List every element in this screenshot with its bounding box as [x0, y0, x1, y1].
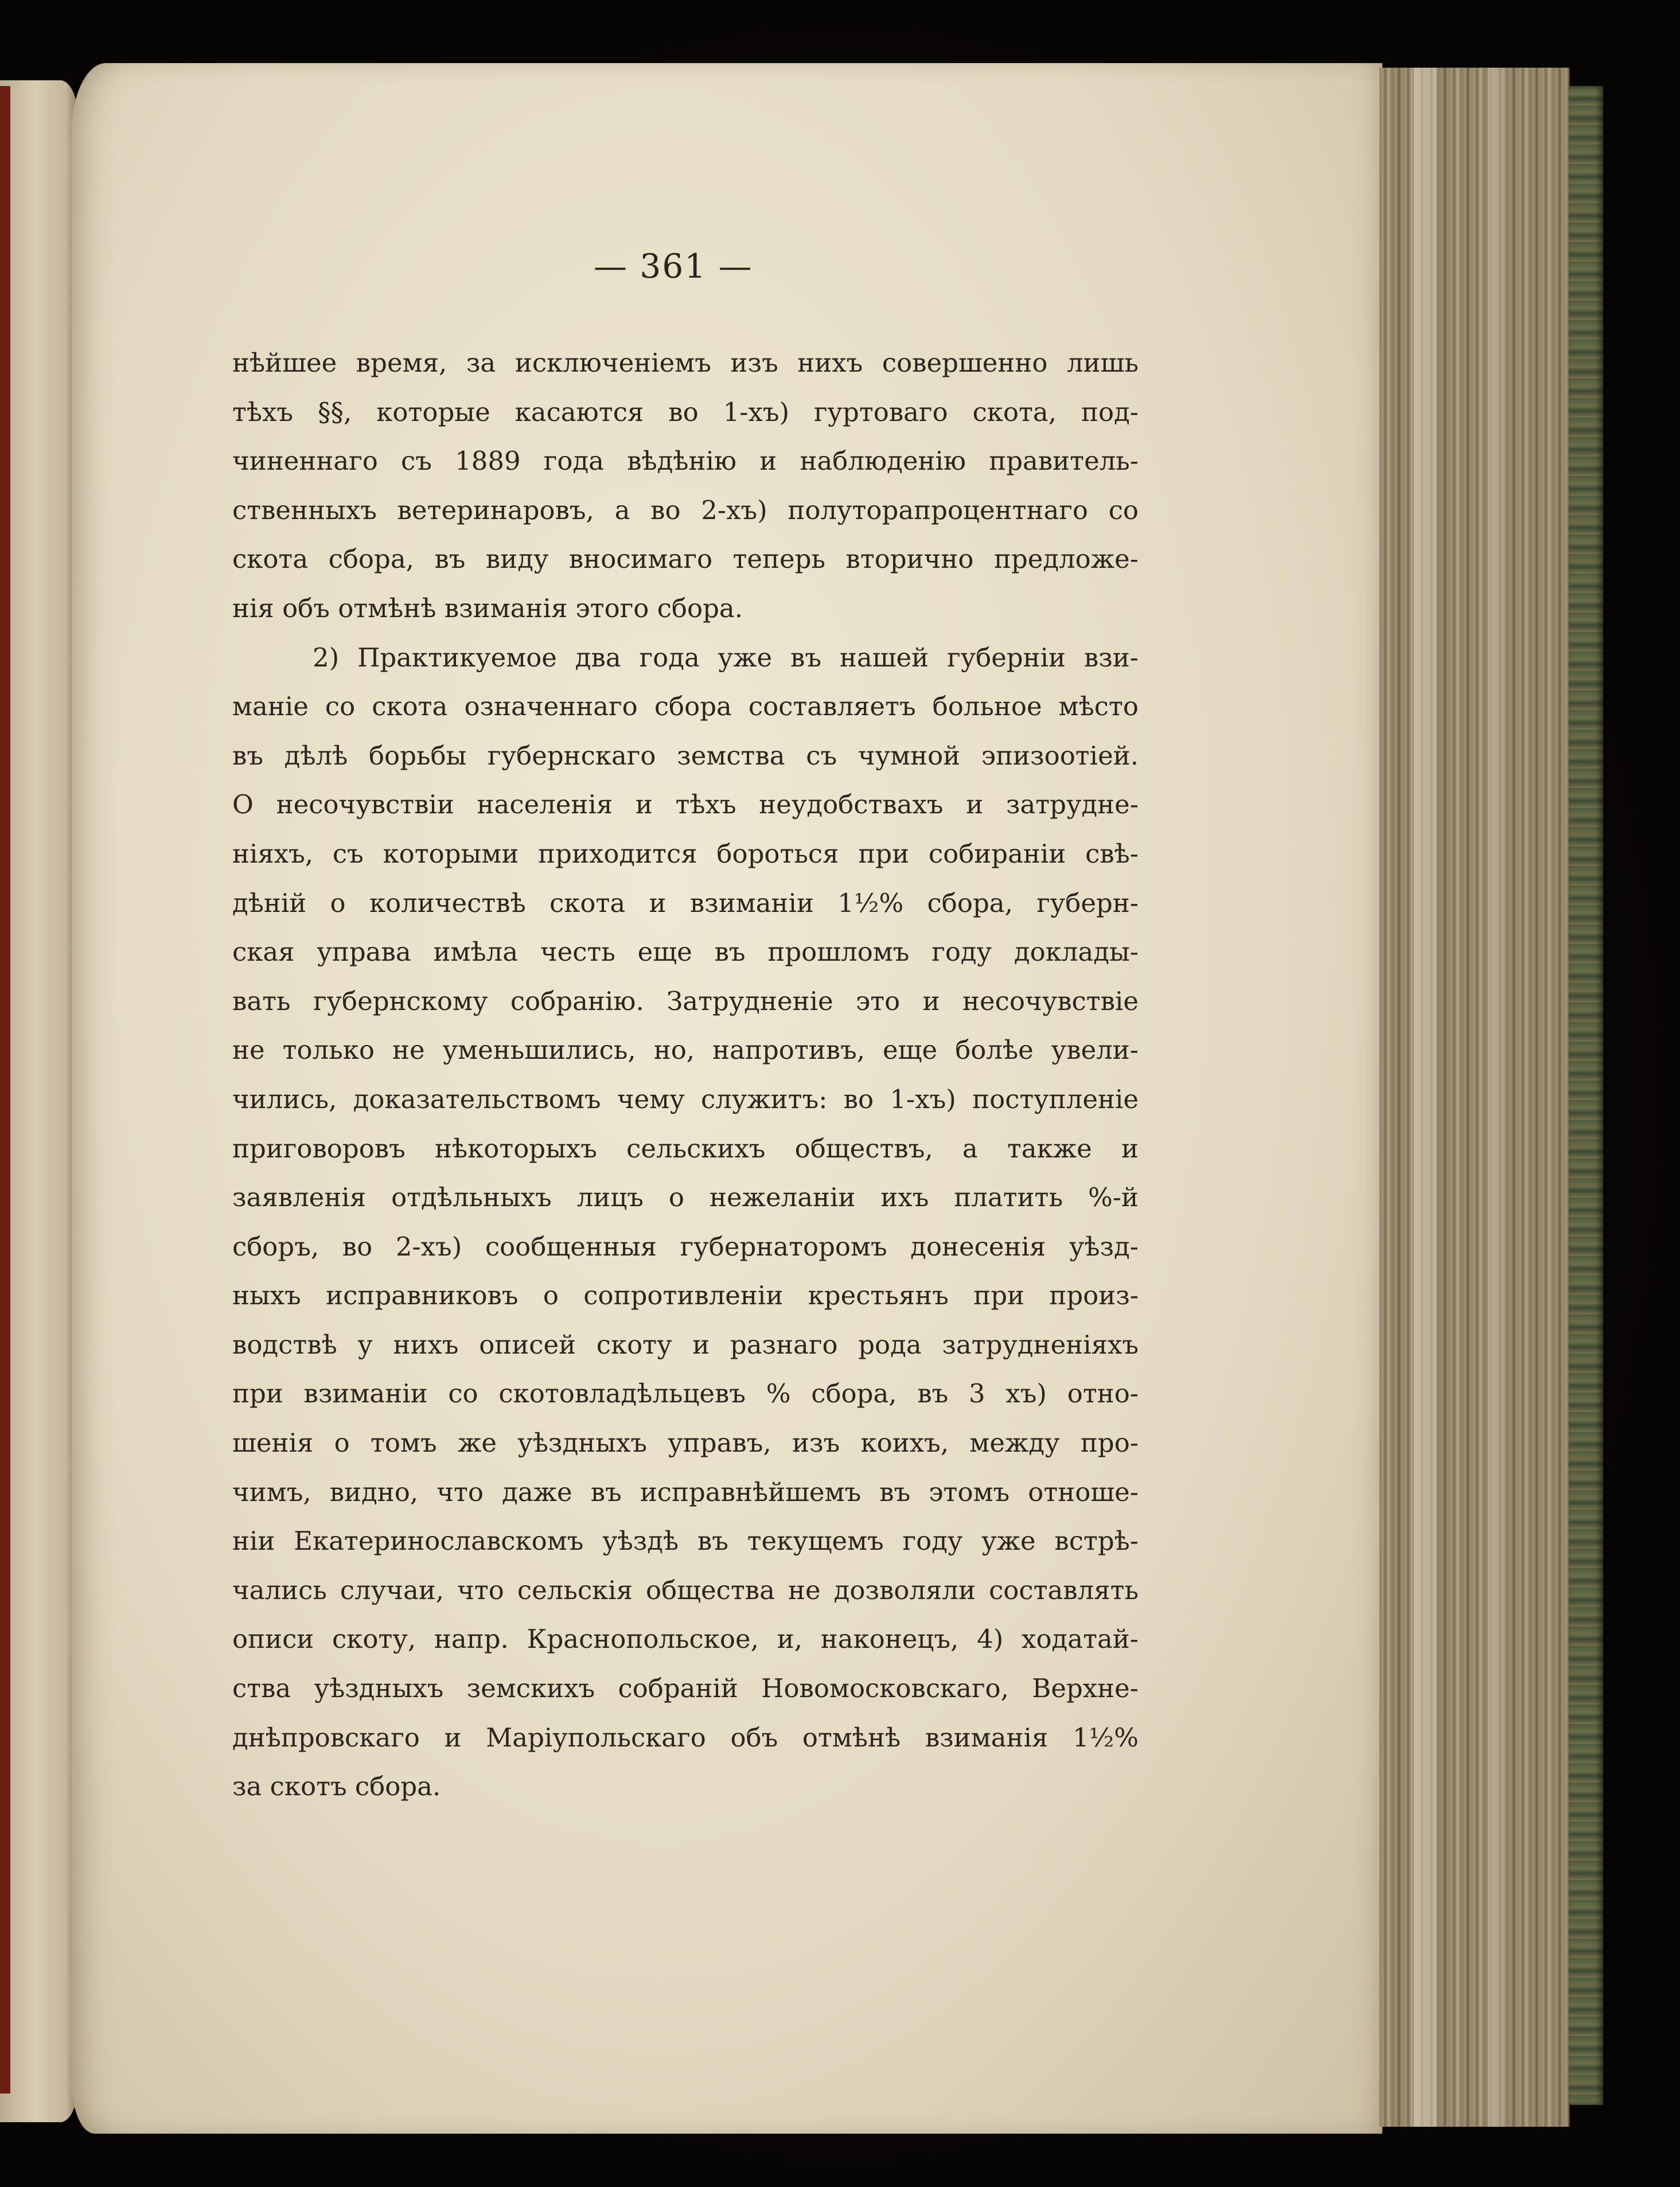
body-text [232, 338, 1139, 1811]
page-number: — 361 — [594, 247, 753, 286]
text-line: О несочувствіи населенія и тѣхъ неудобствахъ и затрудне- [232, 789, 1139, 820]
text-line: шенія о томъ же уѣздныхъ управъ, изъ коихъ, между про- [232, 1428, 1139, 1459]
text-line: сборъ, во 2-хъ) сообщенныя губернаторомъ донесенія уѣзд- [232, 1231, 1139, 1262]
text-line: нѣйшее время, за исключеніемъ изъ нихъ совершенно лишь [232, 348, 1139, 378]
paragraph-end-line: за скотъ сбора. [232, 1771, 441, 1802]
text-line: при взиманіи со скотовладѣльцевъ % сбора, въ 3 хъ) отно- [232, 1378, 1139, 1409]
text-line: вать губернскому собранію. Затрудненіе это и несочувствіе [232, 985, 1139, 1016]
text-line: ская управа имѣла честь еще въ прошломъ году доклады- [232, 937, 1139, 968]
left-facing-page-edge [0, 80, 77, 2122]
paragraph-start-line: 2) Практикуемое два года уже въ нашей губерніи взи- [313, 642, 1139, 673]
text-line: заявленія отдѣльныхъ лицъ о нежеланіи ихъ платить %-й [232, 1182, 1139, 1213]
text-line: днѣпровскаго и Маріупольскаго объ отмѣнѣ взиманія 1½% [232, 1722, 1139, 1753]
text-line: чились, доказательствомъ чему служитъ: во 1-хъ) поступленіе [232, 1083, 1139, 1114]
text-line: ніи Екатеринославскомъ уѣздѣ въ текущемъ году уже встрѣ- [232, 1526, 1139, 1557]
text-line: маніе со скота означеннаго сбора составляетъ больное мѣсто [232, 691, 1139, 722]
text-line: въ дѣлѣ борьбы губернскаго земства съ чумной эпизоотіей. [232, 740, 1139, 771]
page-fore-edge [1379, 68, 1570, 2127]
text-line: не только не уменьшились, но, напротивъ, еще болѣе увели- [232, 1035, 1139, 1066]
text-line: ныхъ исправниковъ о сопротивленіи крестьянъ при произ- [232, 1280, 1139, 1311]
paragraph-end-line: нія объ отмѣнѣ взиманія этого сбора. [232, 592, 743, 623]
text-line: описи скоту, напр. Краснопольское, и, наконецъ, 4) ходатай- [232, 1624, 1139, 1655]
text-line: скота сбора, въ виду вносимаго теперь вторично предложе- [232, 544, 1139, 575]
text-line: чиненнаго съ 1889 года вѣдѣнію и наблюденію правитель- [232, 446, 1139, 477]
text-line: чимъ, видно, что даже въ исправнѣйшемъ въ этомъ отноше- [232, 1476, 1139, 1507]
back-cover-edge [1569, 86, 1603, 2105]
fore-edge-highlight [1488, 68, 1503, 2127]
text-line: ственныхъ ветеринаровъ, а во 2-хъ) полуторапроцентнаго со [232, 494, 1139, 525]
fore-edge-highlight [1414, 68, 1437, 2127]
text-line: ніяхъ, съ которыми приходится бороться при собираніи свѣ- [232, 838, 1139, 869]
text-line: ства уѣздныхъ земскихъ собраній Новомосковскаго, Верхне- [232, 1673, 1139, 1704]
left-cover-edge [0, 86, 10, 2094]
text-line: тѣхъ §§, которые касаются во 1-хъ) гуртоваго скота, под- [232, 396, 1139, 427]
text-line: водствѣ у нихъ описей скоту и разнаго рода затрудненіяхъ [232, 1329, 1139, 1360]
text-line: приговоровъ нѣкоторыхъ сельскихъ обществъ, а также и [232, 1133, 1139, 1164]
text-line: чались случаи, что сельскія общества не дозволяли составлять [232, 1574, 1139, 1605]
text-line: дѣній о количествѣ скота и взиманіи 1½% сбора, губерн- [232, 887, 1139, 918]
